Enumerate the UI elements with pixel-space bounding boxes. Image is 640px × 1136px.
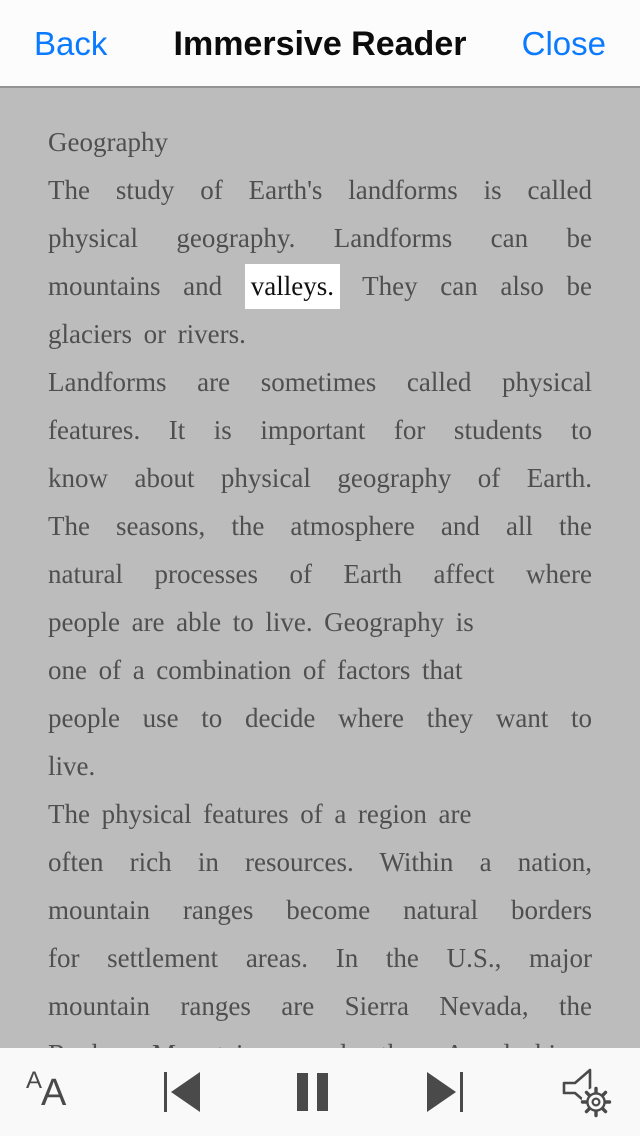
text-line — [48, 982, 592, 1030]
text-segment: one of a combination of factors that — [48, 655, 463, 685]
skip-next-icon — [426, 1070, 464, 1114]
text-line — [48, 598, 592, 646]
text-line — [48, 886, 592, 934]
text-segment: mountain ranges are Sierra Nevada, the — [48, 991, 592, 1021]
skip-next-button[interactable] — [426, 1070, 464, 1114]
text-line — [48, 694, 592, 742]
text-segment: features. It is important for students to — [48, 415, 592, 445]
text-line — [48, 550, 592, 598]
text-segment: The physical features of a region are — [48, 799, 472, 829]
text-line — [48, 502, 592, 550]
navigation-bar — [0, 0, 640, 88]
text-line — [48, 118, 592, 166]
text-segment: natural processes of Earth affect where — [48, 559, 592, 589]
skip-previous-button[interactable] — [163, 1070, 201, 1114]
text-segment: Landforms are sometimes called physical — [48, 367, 592, 397]
large-a-glyph: A — [41, 1072, 67, 1114]
text-segment: mountain ranges become natural borders — [48, 895, 592, 925]
text-segment: people use to decide where they want to — [48, 703, 592, 733]
text-line — [48, 838, 592, 886]
pause-button[interactable] — [297, 1070, 329, 1114]
text-settings-icon — [26, 1067, 66, 1117]
pause-icon — [297, 1070, 329, 1114]
text-segment: The seasons, the atmosphere and all the — [48, 511, 592, 541]
skip-previous-icon — [163, 1070, 201, 1114]
text-line — [48, 742, 592, 790]
highlighted-word: valleys. — [245, 264, 340, 309]
text-segment: glaciers or rivers. — [48, 319, 246, 349]
voice-settings-button[interactable] — [560, 1064, 614, 1120]
text-line — [48, 358, 592, 406]
playback-toolbar — [0, 1048, 640, 1136]
text-line — [48, 166, 592, 214]
back-button[interactable]: Back — [34, 24, 108, 62]
page-title: Immersive Reader — [173, 24, 467, 63]
text-segment: for settlement areas. In the U.S., major — [48, 943, 592, 973]
text-segment: mountains and — [48, 271, 245, 301]
text-segment: know about physical geography of Earth. — [48, 463, 592, 493]
close-button[interactable]: Close — [521, 24, 606, 62]
reader-content[interactable] — [0, 90, 640, 1048]
text-line — [48, 790, 592, 838]
text-line — [48, 934, 592, 982]
text-segment: people are able to live. Geography is — [48, 607, 474, 637]
text-line — [48, 454, 592, 502]
text-segment: Geography — [48, 127, 168, 157]
text-line — [48, 214, 592, 262]
text-segment: They can also be — [340, 271, 592, 301]
reader-lines — [48, 118, 592, 1078]
text-line — [48, 646, 592, 694]
small-a-glyph: A — [26, 1067, 43, 1094]
voice-settings-icon — [560, 1064, 614, 1120]
text-segment: The study of Earth's landforms is called — [48, 175, 592, 205]
text-segment: physical geography. Landforms can be — [48, 223, 592, 253]
text-segment: often rich in resources. Within a nation, — [48, 847, 592, 877]
text-line — [48, 310, 592, 358]
text-segment: live. — [48, 751, 96, 781]
text-line — [48, 406, 592, 454]
text-settings-button[interactable] — [26, 1067, 66, 1117]
text-line — [48, 262, 592, 310]
